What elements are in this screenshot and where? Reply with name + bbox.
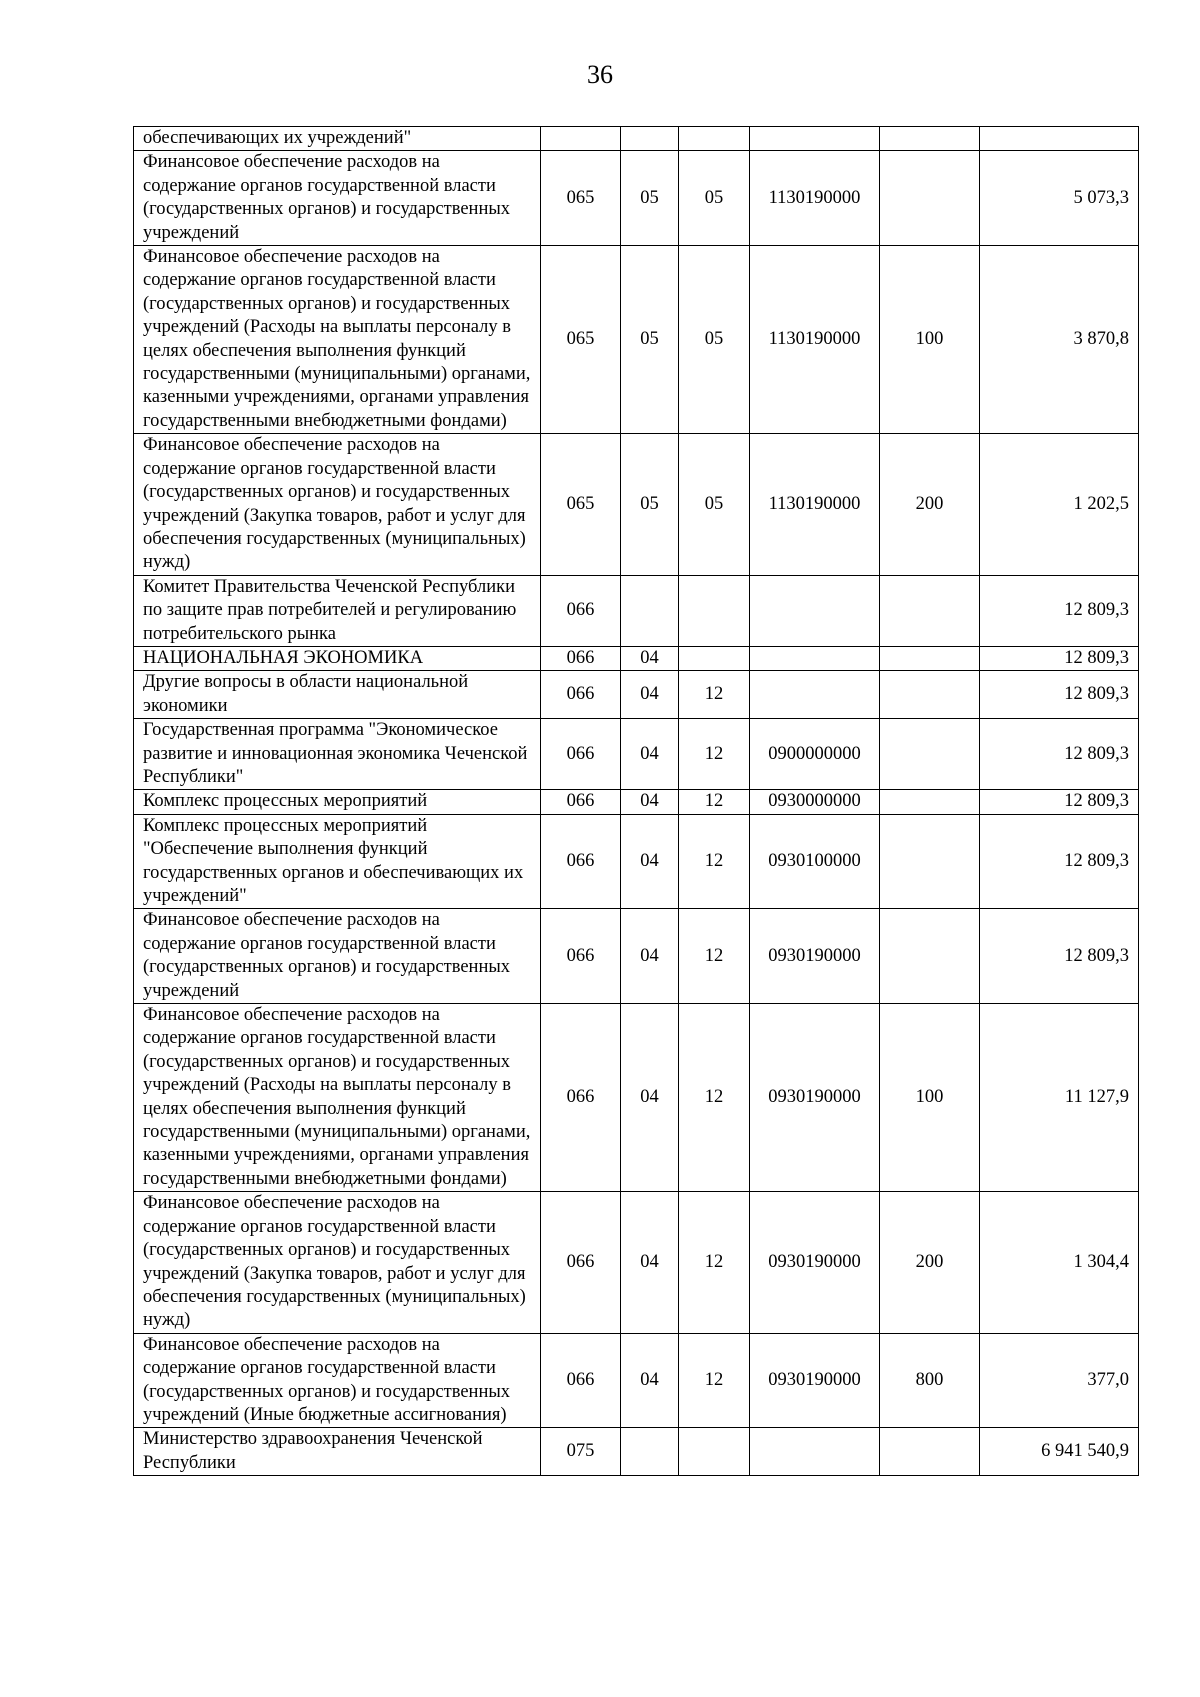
row-rz: 04 [621, 790, 679, 814]
row-name: Комплекс процессных мероприятий [134, 790, 541, 814]
row-vr [880, 151, 980, 246]
row-csr: 0930190000 [750, 1004, 880, 1192]
row-name: Другие вопросы в области национальной экономики [134, 671, 541, 719]
row-ved: 065 [541, 151, 621, 246]
row-ved: 066 [541, 814, 621, 909]
row-vr [880, 1428, 980, 1476]
table-row [134, 1428, 1139, 1476]
row-pr: 05 [679, 246, 750, 434]
table-row [134, 1192, 1139, 1333]
row-name: Комитет Правительства Чеченской Республики по защите прав потребителей и регулированию потребительского рынка [134, 575, 541, 646]
row-vr [880, 814, 980, 909]
row-name: Финансовое обеспечение расходов на содержание органов государственной власти (государственных органов) и государственных учреждений (Расходы на выплаты персоналу в целях обеспечения выполнения функций государственными (муниципальными) органами, казенными учреждениями, органами управления государственными внебюджетными фондами) [134, 1004, 541, 1192]
row-rz: 04 [621, 671, 679, 719]
row-sum: 12 809,3 [980, 814, 1139, 909]
row-ved: 065 [541, 434, 621, 575]
row-csr: 1130190000 [750, 434, 880, 575]
row-vr: 200 [880, 434, 980, 575]
row-pr: 12 [679, 671, 750, 719]
row-pr: 05 [679, 151, 750, 246]
row-ved: 066 [541, 575, 621, 646]
table-row [134, 909, 1139, 1004]
row-rz: 04 [621, 814, 679, 909]
row-rz [621, 127, 679, 151]
budget-table-body [134, 127, 1139, 1476]
row-pr: 12 [679, 814, 750, 909]
row-sum: 11 127,9 [980, 1004, 1139, 1192]
row-csr: 0930000000 [750, 790, 880, 814]
row-sum: 12 809,3 [980, 719, 1139, 790]
row-ved: 066 [541, 646, 621, 670]
row-pr: 12 [679, 1004, 750, 1192]
row-name: Финансовое обеспечение расходов на содержание органов государственной власти (государственных органов) и государственных учреждений (Иные бюджетные ассигнования) [134, 1333, 541, 1428]
page-number: 36 [587, 60, 613, 89]
row-csr: 0930100000 [750, 814, 880, 909]
row-name: обеспечивающих их учреждений" [134, 127, 541, 151]
row-name: НАЦИОНАЛЬНАЯ ЭКОНОМИКА [134, 646, 541, 670]
row-pr: 12 [679, 790, 750, 814]
row-name: Финансовое обеспечение расходов на содержание органов государственной власти (государственных органов) и государственных учреждений (Расходы на выплаты персоналу в целях обеспечения выполнения функций государственными (муниципальными) органами, казенными учреждениями, органами управления государственными внебюджетными фондами) [134, 246, 541, 434]
row-pr: 12 [679, 909, 750, 1004]
row-rz [621, 1428, 679, 1476]
table-row [134, 575, 1139, 646]
row-rz: 04 [621, 646, 679, 670]
row-vr [880, 671, 980, 719]
row-vr: 800 [880, 1333, 980, 1428]
row-sum: 6 941 540,9 [980, 1428, 1139, 1476]
row-csr: 0930190000 [750, 1192, 880, 1333]
row-vr: 200 [880, 1192, 980, 1333]
row-vr [880, 127, 980, 151]
row-name: Финансовое обеспечение расходов на содержание органов государственной власти (государственных органов) и государственных учреждений (Закупка товаров, работ и услуг для обеспечения государственных (муниципальных) нужд) [134, 434, 541, 575]
table-row [134, 1333, 1139, 1428]
table-row [134, 671, 1139, 719]
table-row [134, 127, 1139, 151]
row-pr: 05 [679, 434, 750, 575]
row-csr [750, 575, 880, 646]
row-vr [880, 575, 980, 646]
budget-table [133, 126, 1139, 1476]
row-pr: 12 [679, 719, 750, 790]
row-rz: 05 [621, 434, 679, 575]
row-vr: 100 [880, 1004, 980, 1192]
row-ved: 066 [541, 1192, 621, 1333]
row-csr: 1130190000 [750, 151, 880, 246]
row-rz: 05 [621, 151, 679, 246]
row-ved: 066 [541, 1004, 621, 1192]
row-rz: 04 [621, 1333, 679, 1428]
row-ved: 066 [541, 909, 621, 1004]
row-ved: 066 [541, 671, 621, 719]
row-pr [679, 127, 750, 151]
table-row [134, 246, 1139, 434]
row-sum: 377,0 [980, 1333, 1139, 1428]
row-rz: 05 [621, 246, 679, 434]
row-sum: 12 809,3 [980, 575, 1139, 646]
row-vr [880, 646, 980, 670]
table-row [134, 646, 1139, 670]
row-csr [750, 646, 880, 670]
row-name: Финансовое обеспечение расходов на содержание органов государственной власти (государственных органов) и государственных учреждений [134, 909, 541, 1004]
table-row [134, 814, 1139, 909]
table-row [134, 1004, 1139, 1192]
row-name: Финансовое обеспечение расходов на содержание органов государственной власти (государственных органов) и государственных учреждений [134, 151, 541, 246]
row-name: Государственная программа "Экономическое развитие и инновационная экономика Чеченской Республики" [134, 719, 541, 790]
row-ved [541, 127, 621, 151]
row-pr [679, 575, 750, 646]
row-rz: 04 [621, 719, 679, 790]
row-rz [621, 575, 679, 646]
row-rz: 04 [621, 1192, 679, 1333]
row-pr: 12 [679, 1192, 750, 1333]
row-csr: 0900000000 [750, 719, 880, 790]
row-ved: 066 [541, 719, 621, 790]
row-ved: 065 [541, 246, 621, 434]
row-rz: 04 [621, 909, 679, 1004]
table-row [134, 719, 1139, 790]
row-pr [679, 1428, 750, 1476]
table-row [134, 434, 1139, 575]
row-rz: 04 [621, 1004, 679, 1192]
row-pr [679, 646, 750, 670]
row-name: Комплекс процессных мероприятий "Обеспечение выполнения функций государственных органов и обеспечивающих их учреждений" [134, 814, 541, 909]
row-csr [750, 671, 880, 719]
row-ved: 075 [541, 1428, 621, 1476]
row-csr [750, 127, 880, 151]
row-ved: 066 [541, 1333, 621, 1428]
row-vr [880, 719, 980, 790]
row-sum: 5 073,3 [980, 151, 1139, 246]
row-sum: 1 304,4 [980, 1192, 1139, 1333]
row-vr [880, 909, 980, 1004]
row-sum: 1 202,5 [980, 434, 1139, 575]
row-sum: 12 809,3 [980, 909, 1139, 1004]
row-csr: 0930190000 [750, 909, 880, 1004]
row-sum [980, 127, 1139, 151]
row-ved: 066 [541, 790, 621, 814]
row-vr [880, 790, 980, 814]
row-pr: 12 [679, 1333, 750, 1428]
row-sum: 3 870,8 [980, 246, 1139, 434]
row-csr [750, 1428, 880, 1476]
row-csr: 1130190000 [750, 246, 880, 434]
table-row [134, 151, 1139, 246]
row-sum: 12 809,3 [980, 646, 1139, 670]
row-vr: 100 [880, 246, 980, 434]
row-sum: 12 809,3 [980, 790, 1139, 814]
row-name: Финансовое обеспечение расходов на содержание органов государственной власти (государственных органов) и государственных учреждений (Закупка товаров, работ и услуг для обеспечения государственных (муниципальных) нужд) [134, 1192, 541, 1333]
row-name: Министерство здравоохранения Чеченской Республики [134, 1428, 541, 1476]
row-csr: 0930190000 [750, 1333, 880, 1428]
row-sum: 12 809,3 [980, 671, 1139, 719]
table-row [134, 790, 1139, 814]
